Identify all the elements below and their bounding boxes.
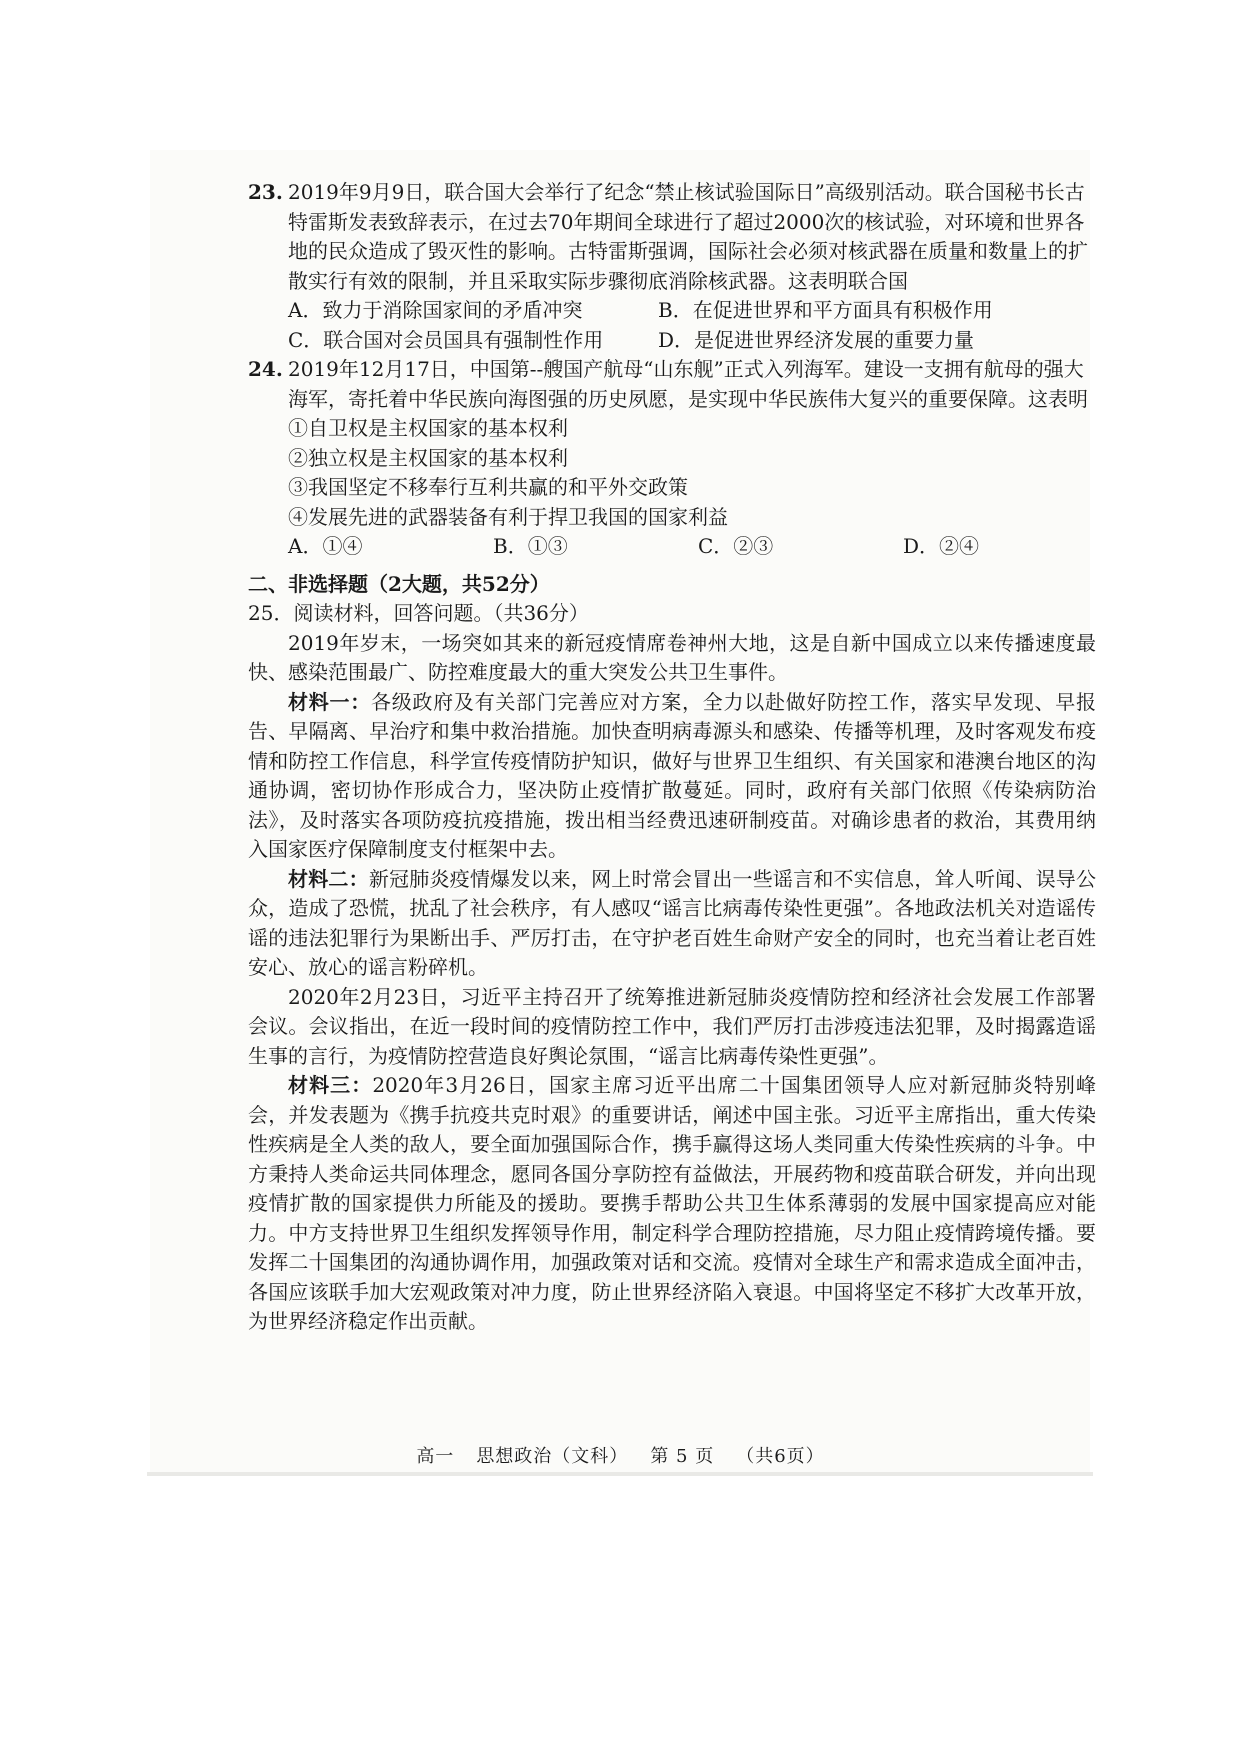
- footer-grade: 高一: [416, 1446, 455, 1467]
- material-text: 各级政府及有关部门完善应对方案，全力以赴做好防控工作，落实早发现、早报告、早隔离、早治疗和集中救治措施。加快查明病毒源头和感染、传播等机理，及时客观发布疫情和防控工作信息，科学宣传疫情防护知识，做好与世界卫生组织、有关国家和港澳台地区的沟通协调，密切协作形成合力，坚决防止疫情扩散蔓延。同时，政府有关部门依照《传染病防治法》，及时落实各项防疫抗疫措施，拨出相当经费迅速研制疫苗。对确诊患者的救治，其费用纳入国家医疗保障制度支付框架中去。: [248, 689, 1097, 861]
- footer-page: 第 5 页: [650, 1446, 715, 1467]
- footer-total: （共6页）: [736, 1446, 825, 1467]
- option-d: D．是促进世界经济发展的重要力量: [658, 327, 975, 352]
- question-24: [248, 355, 1096, 562]
- statement-1: ①自卫权是主权国家的基本权利: [288, 416, 568, 440]
- page-footer: [0, 1442, 1241, 1468]
- option-c: C．②③: [698, 534, 774, 558]
- material-2-paragraph-2: 2020年2月23日，习近平主持召开了统筹推进新冠肺炎疫情防控和经济社会发展工作部署会议。会议指出，在近一段时间的疫情防控工作中，我们严厉打击涉疫违法犯罪，及时揭露造谣生事的言行，为疫情防控营造良好舆论氛围，“谣言比病毒传染性更强”。: [248, 984, 1096, 1068]
- question-stem: 2019年9月9日，联合国大会举行了纪念“禁止核试验国际日”高级别活动。联合国秘书长古特雷斯发表致辞表示，在过去70年期间全球进行了超过2000次的核试验，对环境和世界各地的民众造成了毁灭性的影响。古特雷斯强调，国际社会必须对核武器在质量和数量上的扩散实行有效的限制，并且采取实际步骤彻底消除核武器。这表明联合国: [288, 180, 1088, 293]
- question-number: 23.: [248, 180, 283, 204]
- material-3: [248, 1071, 1096, 1337]
- question-stem: 2019年12月17日，中国第--艘国产航母“山东舰”正式入列海军。建设一支拥有航母的强大海军，寄托着中华民族向海图强的历史夙愿，是实现中华民族伟大复兴的重要保障。这表明: [288, 357, 1088, 411]
- options: [248, 532, 1096, 562]
- option-a: A．致力于消除国家间的矛盾冲突: [288, 298, 583, 322]
- option-d: D．②④: [903, 534, 980, 558]
- material-label: 材料二：: [288, 866, 369, 891]
- options: [248, 296, 1096, 355]
- material-1: [248, 688, 1096, 865]
- page-content: [248, 178, 1096, 1337]
- intro-paragraph: 2019年岁末，一场突如其来的新冠疫情席卷神州大地，这是自新中国成立以来传播速度最快、感染范围最广、防控难度最大的重大突发公共卫生事件。: [248, 630, 1096, 684]
- material-label: 材料一：: [288, 689, 371, 714]
- statement-2: ②独立权是主权国家的基本权利: [288, 445, 568, 470]
- question-number: 24.: [248, 357, 283, 381]
- option-b: B．①③: [493, 534, 568, 558]
- option-c: C．联合国对会员国具有强制性作用: [288, 327, 604, 352]
- material-text: 2020年3月26日，国家主席习近平出席二十国集团领导人应对新冠肺炎特别峰会，并发表题为《携手抗疫共克时艰》的重要讲话，阐述中国主张。习近平主席指出，重大传染性疾病是全人类的敌人，要全面加强国际合作，携手赢得这场人类同重大传染性疾病的斗争。中方秉持人类命运共同体理念，愿同各国分享防控有益做法，开展药物和疫苗联合研发，并向出现疫情扩散的国家提供力所能及的援助。要携手帮助公共卫生体系薄弱的发展中国家提高应对能力。中方支持世界卫生组织发挥领导作用，制定科学合理防控措施，尽力阻止疫情跨境传播。要发挥二十国集团的沟通协调作用，加强政策对话和交流。疫情对全球生产和需求造成全面冲击，各国应该联手加大宏观政策对冲力度，防止世界经济陷入衰退。中国将坚定不移扩大改革开放，为世界经济稳定作出贡献。: [248, 1073, 1096, 1333]
- footer-subject: 思想政治（文科）: [476, 1446, 629, 1467]
- material-2: [248, 865, 1096, 983]
- question-23: [248, 178, 1096, 355]
- question-25-title: 25．阅读材料，回答问题。（共36分）: [248, 601, 589, 625]
- option-a: A．①④: [288, 534, 363, 558]
- statement-3: ③我国坚定不移奉行互利共赢的和平外交政策: [288, 475, 688, 499]
- material-text: 新冠肺炎疫情爆发以来，网上时常会冒出一些谣言和不实信息，耸人听闻、误导公众，造成了恐慌，扰乱了社会秩序，有人感叹“谣言比病毒传染性更强”。各地政法机关对造谣传谣的违法犯罪行为果断出手、严厉打击，在守护老百姓生命财产安全的同时，也充当着让老百姓安心、放心的谣言粉碎机。: [248, 866, 1097, 979]
- material-label: 材料三：: [288, 1073, 373, 1097]
- section-title: 二、非选择题（2大题，共52分）: [248, 571, 550, 596]
- option-b: B．在促进世界和平方面具有积极作用: [658, 298, 993, 322]
- statement-4: ④发展先进的武器装备有利于捍卫我国的国家利益: [288, 504, 728, 529]
- scan-edge: [147, 1472, 1093, 1476]
